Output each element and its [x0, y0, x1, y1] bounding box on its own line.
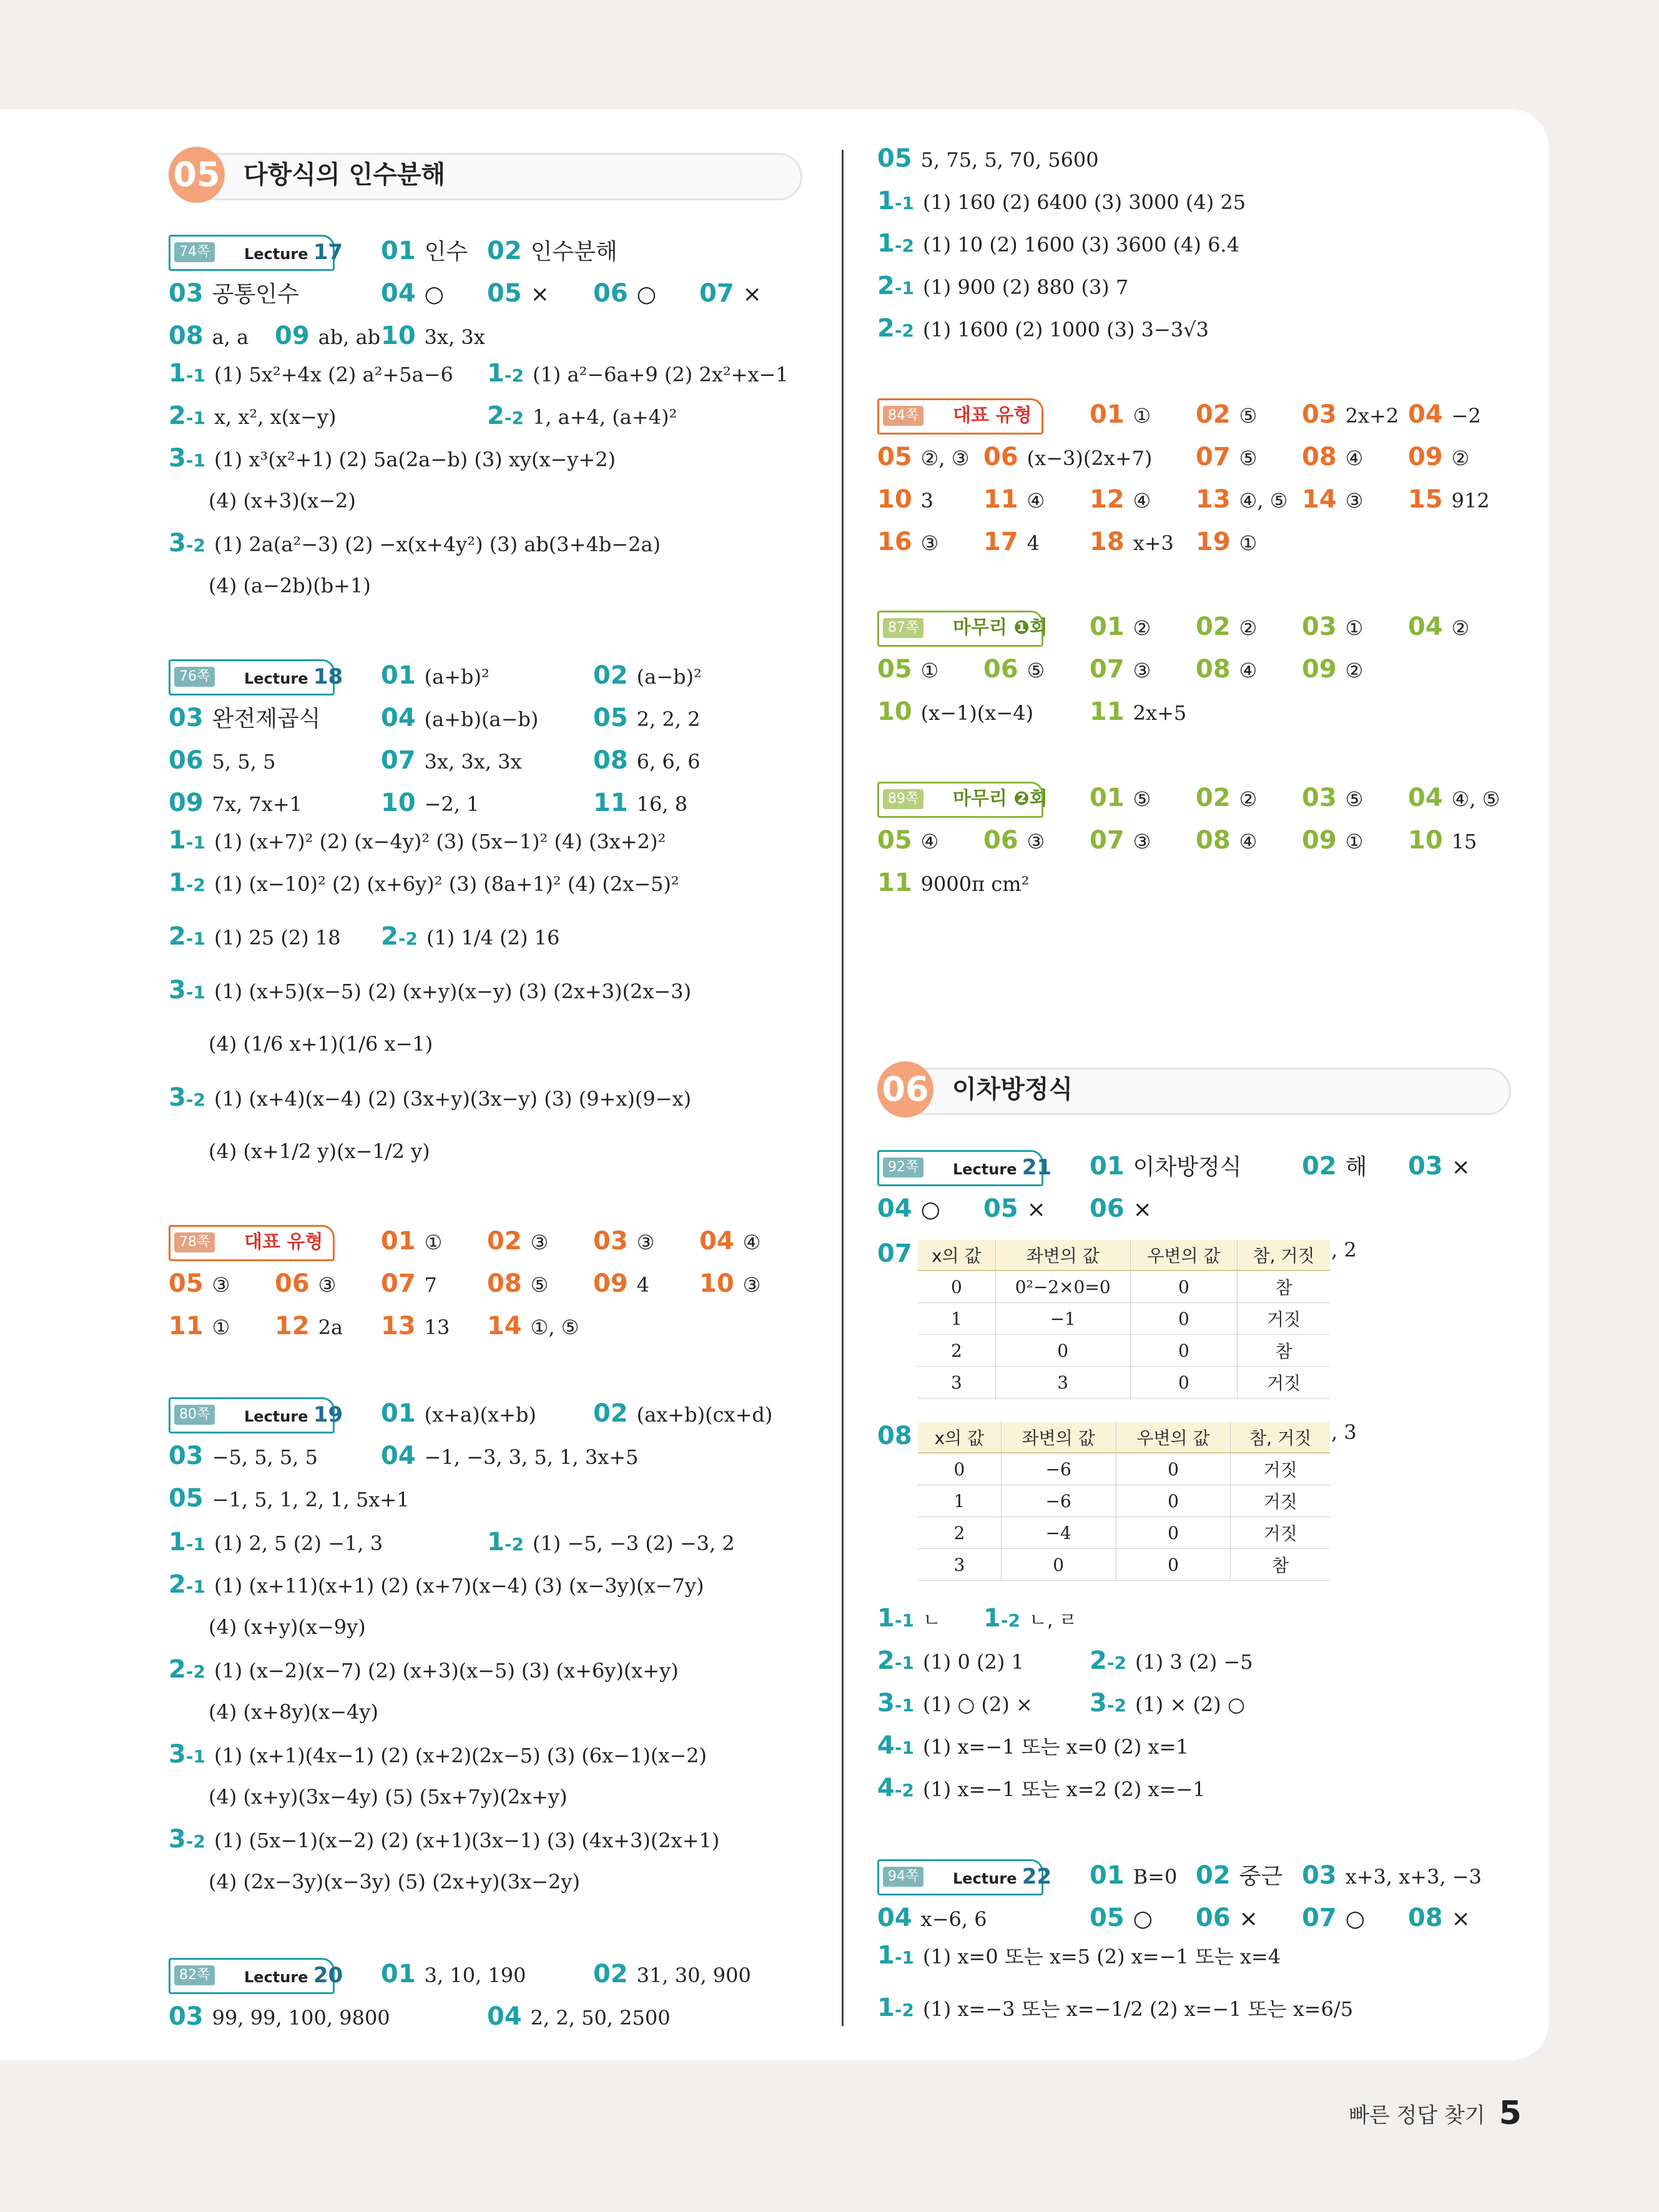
- answer-line: 3-1 (1) (x+1)(4x−1) (2) (x+2)(2x−5) (3) (6x−1)(x−2): [169, 1740, 707, 1769]
- page-footer: [1349, 2095, 1522, 2132]
- answer-line: 3-2 (1) (x+4)(x−4) (2) (3x+y)(3x−y) (3) (9+x)(9−x): [169, 1083, 692, 1112]
- answer-line: 1-2 (1) 10 (2) 1600 (3) 3600 (4) 6.4: [877, 229, 1239, 258]
- col-header: 우변의 값: [1116, 1422, 1231, 1453]
- answer-line: 1-2 (1) (x−10)² (2) (x+6y)² (3) (8a+1)² (4) (2x−5)²: [169, 868, 679, 897]
- table-row: 2 0 0 참: [918, 1335, 1330, 1367]
- page-number: 5: [1499, 2095, 1522, 2132]
- answer-line: 06 5, 5, 5 07 3x, 3x, 3x 08 6, 6, 6: [169, 746, 701, 775]
- lecture-tag: 76쪽 Lecture 18: [169, 659, 335, 696]
- answer-line: 09 7x, 7x+1 10 −2, 1 11 16, 8: [169, 789, 688, 817]
- answer-line: 07: [877, 1239, 912, 1268]
- answer-line: (4) (x+y)(x−9y): [209, 1615, 366, 1639]
- answer-line: 2-1 (1) 0 (2) 1 2-2 (1) 3 (2) −5: [877, 1646, 1253, 1675]
- lecture-tag: 80쪽 Lecture 19: [169, 1397, 335, 1433]
- answer-line: 78쪽 대표 유형 01 ① 02 ③ 03 ③ 04 ④: [169, 1221, 824, 1261]
- lecture-tag: 74쪽 Lecture 17: [169, 235, 335, 271]
- answer-line: 03 99, 99, 100, 9800 04 2, 2, 50, 2500: [169, 2002, 671, 2031]
- answer-line: 2-1 (1) 900 (2) 880 (3) 7: [877, 272, 1129, 300]
- lecture-tag: 94쪽 Lecture 22: [877, 1859, 1043, 1895]
- answer-line: 1-1 ㄴ 1-2 ㄴ, ㄹ: [877, 1604, 1077, 1633]
- table-row: 2 −4 0 거짓: [918, 1517, 1330, 1549]
- answer-line: 89쪽 마무리 ❷회 01 ⑤ 02 ② 03 ⑤ 04 ④, ⑤: [877, 778, 1520, 818]
- answer-line: 2-2 (1) (x−2)(x−7) (2) (x+3)(x−5) (3) (x+6y)(x+y): [169, 1655, 679, 1684]
- answer-line: 10 3 11 ④ 12 ④ 13 ④, ⑤ 14 ③ 15 912: [877, 485, 1490, 514]
- answer-line: (4) (x+y)(3x−4y) (5) (5x+7y)(2x+y): [209, 1785, 568, 1809]
- answer-line: 10 (x−1)(x−4) 11 2x+5: [877, 697, 1187, 726]
- answer-line: 05 ④ 06 ③ 07 ③ 08 ④ 09 ① 10 15: [877, 826, 1477, 855]
- answer-line: 3-2 (1) (5x−1)(x−2) (2) (x+1)(3x−1) (3) (4x+3)(2x+1): [169, 1825, 720, 1854]
- answer-line: 4-1 (1) x=−1 또는 x=0 (2) x=1: [877, 1731, 1189, 1760]
- answer-line: 03 −5, 5, 5, 5 04 −1, −3, 3, 5, 1, 3x+5: [169, 1442, 639, 1470]
- answer-line: 82쪽 Lecture 20 01 3, 10, 190 02 31, 30, 900: [169, 1954, 824, 1994]
- col-header: 우변의 값: [1130, 1240, 1237, 1271]
- answer-line: 05 5, 75, 5, 70, 5600: [877, 144, 1099, 173]
- answer-line: 1-1 (1) x=0 또는 x=5 (2) x=−1 또는 x=4: [877, 1941, 1281, 1970]
- answer-line: 80쪽 Lecture 19 01 (x+a)(x+b) 02 (ax+b)(cx+d): [169, 1394, 824, 1433]
- answer-line: 05 −1, 5, 1, 2, 1, 5x+1: [169, 1484, 410, 1513]
- answer-line: 74쪽 Lecture 17 01 인수 02 인수분해: [169, 231, 824, 271]
- answer-line: 11 ① 12 2a 13 13 14 ①, ⑤: [169, 1312, 579, 1340]
- col-header: 좌변의 값: [1001, 1422, 1116, 1453]
- chapter-title: 다항식의 인수분해: [244, 160, 446, 189]
- section-tag: 87쪽 마무리 ❶회: [877, 611, 1043, 647]
- chapter-05-header: [169, 147, 802, 203]
- answer-line: (4) (a−2b)(b+1): [209, 574, 371, 597]
- lecture-tag: 82쪽 Lecture 20: [169, 1958, 335, 1994]
- col-header: 참, 거짓: [1238, 1240, 1330, 1271]
- answer-line: 05 ① 06 ⑤ 07 ③ 08 ④ 09 ②: [877, 655, 1364, 684]
- table-tail-07: , 2: [1331, 1238, 1357, 1262]
- answer-line: 2-1 (1) (x+11)(x+1) (2) (x+7)(x−4) (3) (x−3y)(x−7y): [169, 1570, 704, 1599]
- value-table-08: [918, 1422, 1330, 1581]
- answer-line: 76쪽 Lecture 18 01 (a+b)² 02 (a−b)²: [169, 656, 824, 696]
- answer-line: 4-2 (1) x=−1 또는 x=2 (2) x=−1: [877, 1774, 1206, 1802]
- answer-line: 05 ③ 06 ③ 07 7 08 ⑤ 09 4 10 ③: [169, 1269, 761, 1298]
- table-row: 1 −6 0 거짓: [918, 1485, 1330, 1517]
- section-tag: 89쪽 마무리 ❷회: [877, 782, 1043, 818]
- col-header: x의 값: [918, 1422, 1001, 1453]
- table-tail-08: , 3: [1331, 1420, 1357, 1444]
- answer-line: 1-2 (1) x=−3 또는 x=−1/2 (2) x=−1 또는 x=6/5: [877, 1993, 1354, 2022]
- col-header: x의 값: [918, 1240, 995, 1271]
- section-tag: 78쪽 대표 유형: [169, 1225, 335, 1261]
- section-tag: 84쪽 대표 유형: [877, 398, 1043, 435]
- answer-line: 84쪽 대표 유형 01 ① 02 ⑤ 03 2x+2 04 −2: [877, 395, 1520, 435]
- col-header: 참, 거짓: [1231, 1422, 1330, 1453]
- answer-line: 2-2 (1) 1600 (2) 1000 (3) 3−3√3: [877, 314, 1209, 343]
- lecture-tag: 92쪽 Lecture 21: [877, 1150, 1043, 1186]
- answer-line: 1-1 (1) 2, 5 (2) −1, 3 1-2 (1) −5, −3 (2) −3, 2: [169, 1528, 735, 1556]
- answer-line: 03 완전제곱식 04 (a+b)(a−b) 05 2, 2, 2: [169, 704, 701, 732]
- answer-line: 16 ③ 17 4 18 x+3 19 ①: [877, 528, 1258, 556]
- answer-line: 08: [877, 1422, 912, 1450]
- answer-line: 3-1 (1) (x+5)(x−5) (2) (x+y)(x−y) (3) (2x+3)(2x−3): [169, 976, 692, 1005]
- answer-line: 87쪽 마무리 ❶회 01 ② 02 ② 03 ① 04 ②: [877, 607, 1520, 647]
- answer-line: 94쪽 Lecture 22 01 B=0 02 중근 03 x+3, x+3, −3: [877, 1856, 1520, 1895]
- answer-line: 2-1 x, x², x(x−y) 2-2 1, a+4, (a+4)²: [169, 401, 677, 430]
- answer-line: 08 a, a 09 ab, ab 10 3x, 3x: [169, 322, 485, 350]
- col-header: 좌변의 값: [995, 1240, 1130, 1271]
- table-row: 3 3 0 거짓: [918, 1367, 1330, 1398]
- table-row: 0 −6 0 거짓: [918, 1453, 1330, 1485]
- table-row: 0 0²−2×0=0 0 참: [918, 1271, 1330, 1303]
- chapter-title: 이차방정식: [952, 1075, 1073, 1104]
- answer-line: 11 9000π cm²: [877, 868, 1030, 897]
- column-divider: [842, 150, 844, 2026]
- value-table-07: [918, 1240, 1330, 1398]
- chapter-number: 06: [877, 1061, 933, 1118]
- answer-line: 1-1 (1) (x+7)² (2) (x−4y)² (3) (5x−1)² (4) (3x+2)²: [169, 826, 666, 855]
- answer-line: 04 x−6, 6 05 ○ 06 × 07 ○ 08 ×: [877, 1904, 1470, 1932]
- answer-line: 03 공통인수 04 ○ 05 × 06 ○ 07 ×: [169, 279, 762, 308]
- answer-line: 2-1 (1) 25 (2) 18 2-2 (1) 1/4 (2) 16: [169, 922, 560, 951]
- answer-line: 3-1 (1) ○ (2) × 3-2 (1) × (2) ○: [877, 1689, 1245, 1718]
- answer-line: 3-2 (1) 2a(a²−3) (2) −x(x+4y²) (3) ab(3+4b−2a): [169, 529, 661, 558]
- table-row: 3 0 0 참: [918, 1549, 1330, 1581]
- answer-line: (4) (x+8y)(x−4y): [209, 1700, 379, 1724]
- answer-line: (4) (1/6 x+1)(1/6 x−1): [209, 1032, 433, 1056]
- answer-line: 1-1 (1) 160 (2) 6400 (3) 3000 (4) 25: [877, 187, 1246, 215]
- answer-line: (4) (2x−3y)(x−3y) (5) (2x+y)(3x−2y): [209, 1870, 580, 1894]
- answer-line: 04 ○ 05 × 06 ×: [877, 1194, 1152, 1223]
- answer-line: 3-1 (1) x³(x²+1) (2) 5a(2a−b) (3) xy(x−y+2): [169, 444, 616, 473]
- answer-line: 92쪽 Lecture 21 01 이차방정식 02 해 03 ×: [877, 1146, 1520, 1186]
- answer-line: 1-1 (1) 5x²+4x (2) a²+5a−6 1-2 (1) a²−6a+9 (2) 2x²+x−1: [169, 359, 789, 388]
- answer-line: (4) (x+1/2 y)(x−1/2 y): [209, 1139, 430, 1163]
- table-row: 1 −1 0 거짓: [918, 1303, 1330, 1335]
- answer-line: (4) (x+3)(x−2): [209, 489, 356, 513]
- answer-line: 05 ②, ③ 06 (x−3)(2x+7) 07 ⑤ 08 ④ 09 ②: [877, 443, 1470, 471]
- chapter-number: 05: [169, 147, 225, 203]
- chapter-06-header: [877, 1061, 1511, 1118]
- footer-text: 빠른 정답 찾기: [1349, 2103, 1485, 2128]
